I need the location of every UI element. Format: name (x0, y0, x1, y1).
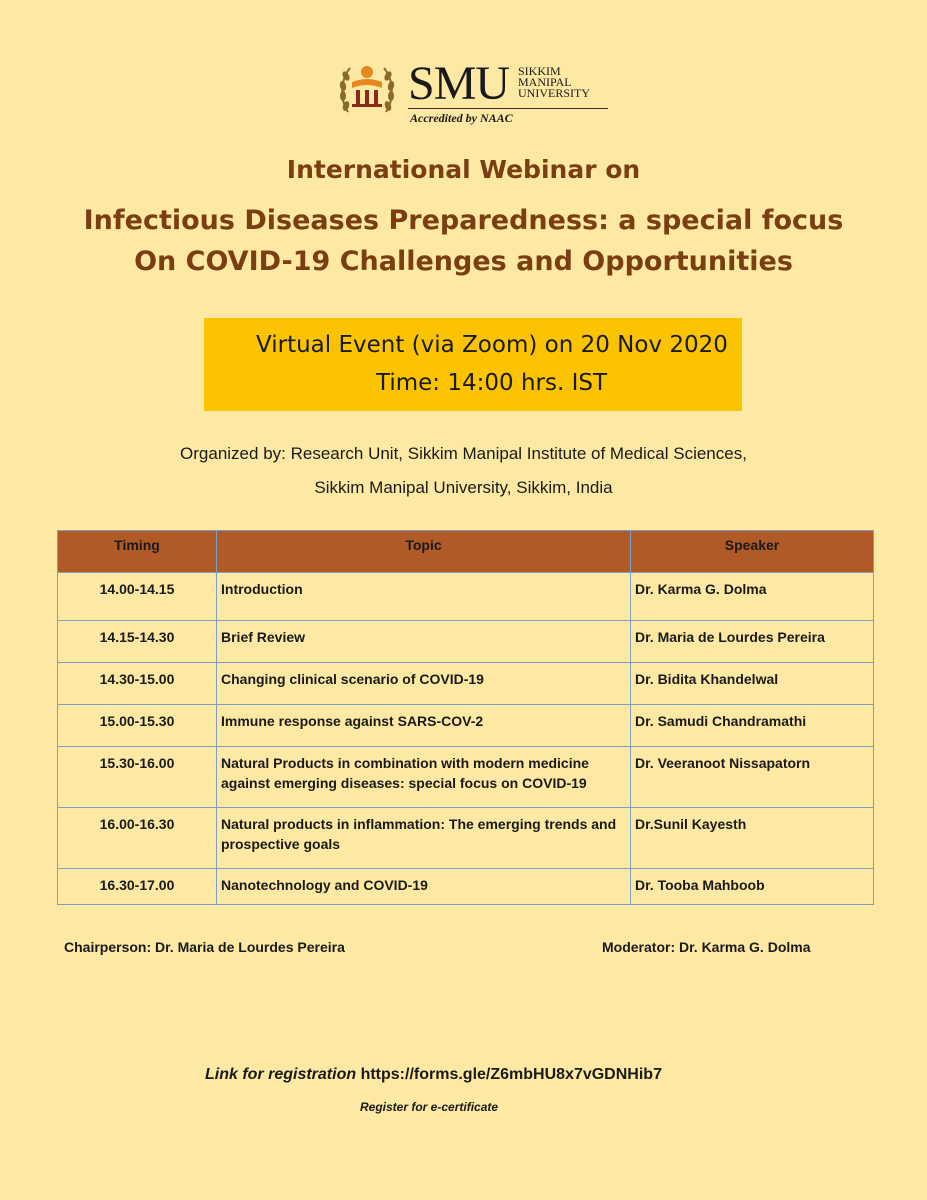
organizer-line1: Organized by: Research Unit, Sikkim Manipal Institute of Medical Sciences, (180, 444, 747, 463)
row-topic: Natural Products in combination with modern medicine against emerging diseases: special focus on COVID-19 (217, 747, 631, 808)
row-speaker: Dr.Sunil Kayesth (631, 808, 874, 869)
schedule-header-row (58, 531, 874, 573)
row-speaker: Dr. Veeranoot Nissapatorn (631, 747, 874, 808)
row-speaker: Dr. Karma G. Dolma (631, 573, 874, 621)
logo-university-name: SIKKIM MANIPAL UNIVERSITY (518, 64, 590, 100)
registration-line (205, 1066, 662, 1084)
row-speaker: Dr. Tooba Mahboob (631, 869, 874, 905)
webinar-title-line2: Infectious Diseases Preparedness: a special focus (83, 205, 844, 236)
accreditation-text: Accredited by NAAC (410, 111, 513, 125)
header-timing: Timing (58, 531, 217, 573)
row-topic: Brief Review (217, 621, 631, 663)
logo-divider (408, 108, 608, 109)
row-timing: 16.00-16.30 (58, 808, 217, 869)
row-speaker: Dr. Bidita Khandelwal (631, 663, 874, 705)
registration-label: Link for registration (205, 1066, 357, 1083)
row-timing: 16.30-17.00 (58, 869, 217, 905)
row-topic: Immune response against SARS-COV-2 (217, 705, 631, 747)
table-row (58, 663, 874, 705)
chairperson-text: Chairperson: Dr. Maria de Lourdes Pereira (64, 939, 345, 955)
logo-abbreviation: SMU (408, 57, 510, 110)
event-info-box (204, 318, 742, 411)
row-speaker: Dr. Maria de Lourdes Pereira (631, 621, 874, 663)
row-timing: 15.00-15.30 (58, 705, 217, 747)
event-time: Time: 14:00 hrs. IST (376, 370, 608, 396)
row-timing: 14.30-15.00 (58, 663, 217, 705)
row-topic: Nanotechnology and COVID-19 (217, 869, 631, 905)
table-row (58, 808, 874, 869)
row-topic: Natural products in inflammation: The emerging trends and prospective goals (217, 808, 631, 869)
webinar-title-line1: International Webinar on (286, 155, 641, 184)
schedule-table (57, 530, 874, 905)
table-row (58, 621, 874, 663)
organizer-line2: Sikkim Manipal University, Sikkim, India (314, 478, 613, 497)
row-timing: 15.30-16.00 (58, 747, 217, 808)
row-timing: 14.00-14.15 (58, 573, 217, 621)
moderator-text: Moderator: Dr. Karma G. Dolma (602, 939, 811, 955)
header-speaker: Speaker (631, 531, 874, 573)
row-timing: 14.15-14.30 (58, 621, 217, 663)
university-emblem-icon (338, 60, 396, 126)
table-row (58, 869, 874, 905)
webinar-title-line3: On COVID-19 Challenges and Opportunities (134, 246, 793, 277)
row-topic: Introduction (217, 573, 631, 621)
registration-link[interactable]: https://forms.gle/Z6mbHU8x7vGDNHib7 (360, 1066, 662, 1083)
header-topic: Topic (217, 531, 631, 573)
table-row (58, 573, 874, 621)
row-topic: Changing clinical scenario of COVID-19 (217, 663, 631, 705)
university-logo (338, 57, 618, 126)
table-row (58, 747, 874, 808)
registration-note: Register for e-certificate (360, 1100, 499, 1114)
event-date: Virtual Event (via Zoom) on 20 Nov 2020 (256, 332, 728, 358)
table-row (58, 705, 874, 747)
row-speaker: Dr. Samudi Chandramathi (631, 705, 874, 747)
